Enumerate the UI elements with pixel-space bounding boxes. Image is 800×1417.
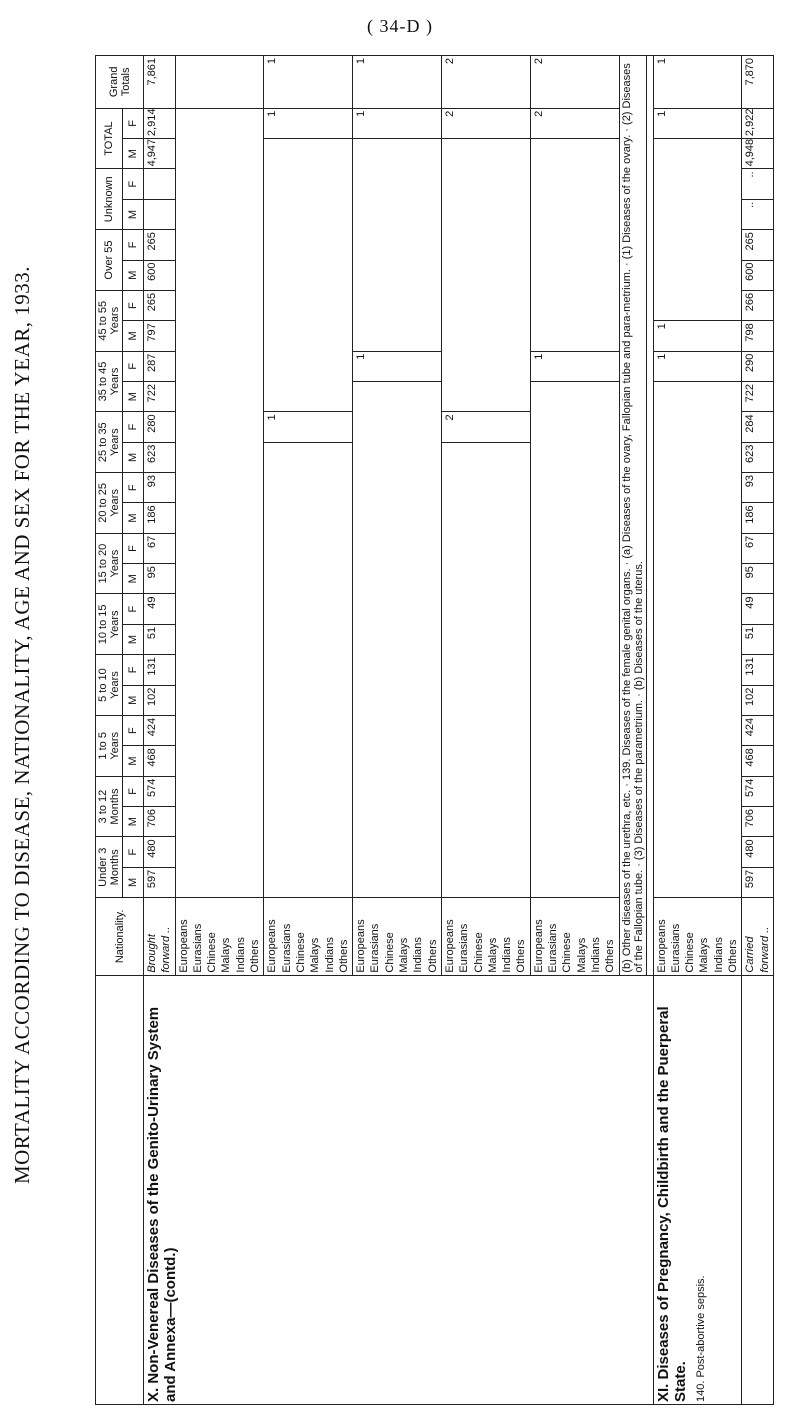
grand-total-cell: 1 [264,56,353,109]
bf-cell: 722 [144,381,176,411]
value-cell: 2 [441,412,530,442]
sex-m: M [123,321,144,351]
row-values [353,381,442,897]
cf-cell: 49 [742,594,774,624]
value-cell: 1 [264,412,353,442]
total-f-cell: 1 [353,108,442,138]
nationality-list: Europeans Eurasians Chinese Malays Indians Others [530,898,619,975]
row-values [441,442,530,897]
brought-forward-dots: .. [160,926,173,933]
bf-cell: 480 [144,837,176,867]
sex-f: F [123,351,144,381]
sex-f: F [123,412,144,442]
mortality-table [95,55,774,1405]
bf-cell: 51 [144,624,176,654]
bf-cell: 265 [144,290,176,320]
cf-cell: 424 [742,715,774,745]
sex-m: M [123,503,144,533]
age-group-header-row [96,56,123,1405]
bf-cell: 424 [144,715,176,745]
section-xi-row [653,56,742,1405]
nationality-header: Nationality. [96,898,144,975]
sex-m: M [123,746,144,776]
carried-forward-label [742,898,774,975]
cf-cell: 480 [742,837,774,867]
age-header-unknown: Unknown [96,169,123,230]
grand-total-cell: 1 [353,56,442,109]
bf-cell: 67 [144,533,176,563]
total-f-cell: 1 [264,108,353,138]
age-header-total: TOTAL [96,108,123,169]
bf-cell: 574 [144,776,176,806]
carried-forward-row [742,56,774,1405]
cf-cell: 798 [742,321,774,351]
value-cell: 1 [653,321,742,351]
cf-cell: 186 [742,503,774,533]
disease-label: (a) Diseases of the ovary, Fallopian tube and para-metrium. [620,269,633,559]
age-header-20-25y: 20 to 25 Years [96,473,123,534]
nationality-list: Europeans Eurasians Chinese Malays Indians Others [653,898,742,975]
section-xi-title [653,975,742,1404]
cf-cell: .. [742,199,774,229]
total-f-cell: 1 [653,108,742,138]
disease-header [96,975,144,1404]
age-header-5-10y: 5 to 10 Years [96,655,123,716]
cf-cell: 706 [742,807,774,837]
row-values [530,139,619,352]
sex-f: F [123,594,144,624]
nationality-list: Europeans Eurasians Chinese Malays Indians Others [175,898,264,975]
row-values [175,108,264,897]
grand-total-cell [175,56,264,109]
row-values [653,139,742,321]
total-f-cell: 2 [441,108,530,138]
sex-f: F [123,837,144,867]
row-values [353,139,442,352]
disease-label: (2) Diseases of the Fallopian tube. [620,63,645,973]
grand-total-cell: 2 [441,56,530,109]
value-cell: 1 [353,351,442,381]
section-xi-title-text: XI. Diseases of Pregnancy, Childbirth and the Puerperal State. [654,1006,689,1402]
cf-cell: 290 [742,351,774,381]
brought-forward-label [144,898,176,975]
row-values [264,139,353,412]
sex-f: F [123,108,144,138]
sex-m: M [123,685,144,715]
grand-total-cell: 1 [653,56,742,109]
nationality-list: Europeans Eurasians Chinese Malays Indians Others [441,898,530,975]
disease-label: 140. Post-abortive sepsis. [694,1275,707,1402]
bf-cell: 102 [144,685,176,715]
age-header-under-3m: Under 3 Months [96,837,123,898]
mortality-table-sheet [95,55,785,1405]
sex-m: M [123,564,144,594]
page-header: ( 34-D ) [367,16,433,36]
cf-cell: 51 [742,624,774,654]
sex-m: M [123,381,144,411]
cf-cell: 2,922 [742,108,774,138]
nationality-list: Europeans Eurasians Chinese Malays Indians Others [353,898,442,975]
disease-label: (3) Diseases of the parametrium. [632,699,645,861]
page-title: MORTALITY ACCORDING TO DISEASE, NATIONALITY, AGE AND SEX FOR THE YEAR, 1933. [10,265,34,1185]
sex-f: F [123,533,144,563]
cf-cell: 597 [742,867,774,897]
sex-m: M [123,260,144,290]
sex-f: F [123,169,144,199]
bf-cell [144,199,176,229]
cf-cell: 4,948 [742,139,774,169]
brought-forward-row [144,56,176,1405]
row-values [441,139,530,412]
cf-cell: 93 [742,473,774,503]
row-values [653,381,742,897]
bf-cell: 186 [144,503,176,533]
cf-cell: 266 [742,290,774,320]
bf-cell: 280 [144,412,176,442]
disease-label: (b) Diseases of the uterus. [632,561,645,691]
bf-cell: 706 [144,807,176,837]
sex-f: F [123,230,144,260]
age-header-over-55: Over 55 [96,230,123,291]
sex-m: M [123,624,144,654]
bf-cell: 623 [144,442,176,472]
grand-totals-header: Grand Totals [96,56,144,109]
bf-cell: 797 [144,321,176,351]
age-header-35-45y: 35 to 45 Years [96,351,123,412]
sex-m: M [123,442,144,472]
sex-m: M [123,139,144,169]
cf-cell: .. [742,169,774,199]
age-header-45-55y: 45 to 55 Years [96,290,123,351]
grand-total-cell: 2 [530,56,619,109]
bf-cell: 2,914 [144,108,176,138]
sex-m: M [123,807,144,837]
section-x-title [144,975,654,1404]
sex-f: F [123,290,144,320]
disease-label: 139. Diseases of the female genital organs. [620,568,633,781]
age-header-1-5y: 1 to 5 Years [96,715,123,776]
sex-f: F [123,715,144,745]
bf-cell: 600 [144,260,176,290]
cf-cell: 265 [742,230,774,260]
cf-cell: 574 [742,776,774,806]
value-cell: 1 [530,351,619,381]
age-header-25-35y: 25 to 35 Years [96,412,123,473]
row-values [530,381,619,897]
bf-grand-total: 7,861 [144,56,176,109]
cf-cell: 284 [742,412,774,442]
bf-cell: 287 [144,351,176,381]
bf-cell: 49 [144,594,176,624]
spacer [646,56,653,976]
sex-m: M [123,199,144,229]
age-header-10-15y: 10 to 15 Years [96,594,123,655]
brought-forward-text: Brought forward [146,934,173,973]
sex-f: F [123,473,144,503]
cf-cell: 722 [742,381,774,411]
cf-cell: 600 [742,260,774,290]
cf-cell: 102 [742,685,774,715]
cf-cell: 623 [742,442,774,472]
bf-cell: 597 [144,867,176,897]
bf-cell: 265 [144,230,176,260]
bf-cell: 468 [144,746,176,776]
value-cell: 1 [653,351,742,381]
age-header-15-20y: 15 to 20 Years [96,533,123,594]
disease-label: (b) Other diseases of the urethra, etc. [620,789,633,973]
sex-f: F [123,655,144,685]
sex-m: M [123,867,144,897]
disease-labels: (b) Other diseases of the urethra, etc. · 139. Diseases of the female genital organs. · (a) Diseases of the ovary, Fallopian tube and para-metrium. · (1) Diseases of the ovary. · (2) Diseases of the Fallopian tube. · (3) Diseases of the parametrium. · (b) Diseases of the uterus. [619,56,646,976]
carried-forward-spacer [742,975,774,1404]
bf-cell [144,169,176,199]
cf-cell: 468 [742,746,774,776]
nationality-list: Europeans Eurasians Chinese Malays Indians Others [264,898,353,975]
bf-cell: 131 [144,655,176,685]
section-x-title-text: X. Non-Venereal Diseases of the Genito-Urinary System and Annexa—(contd.) [145,1006,179,1402]
bf-cell: 95 [144,564,176,594]
carried-forward-text: Carried forward [744,935,771,973]
cf-cell: 67 [742,533,774,563]
disease-label: (1) Diseases of the ovary. [620,134,633,260]
row-values [264,442,353,897]
cf-grand-total: 7,870 [742,56,774,109]
carried-forward-dots: .. [758,926,771,933]
total-f-cell: 2 [530,108,619,138]
cf-cell: 95 [742,564,774,594]
cf-cell: 131 [742,655,774,685]
sex-f: F [123,776,144,806]
bf-cell: 93 [144,473,176,503]
age-header-3-12m: 3 to 12 Months [96,776,123,837]
bf-cell: 4,947 [144,139,176,169]
